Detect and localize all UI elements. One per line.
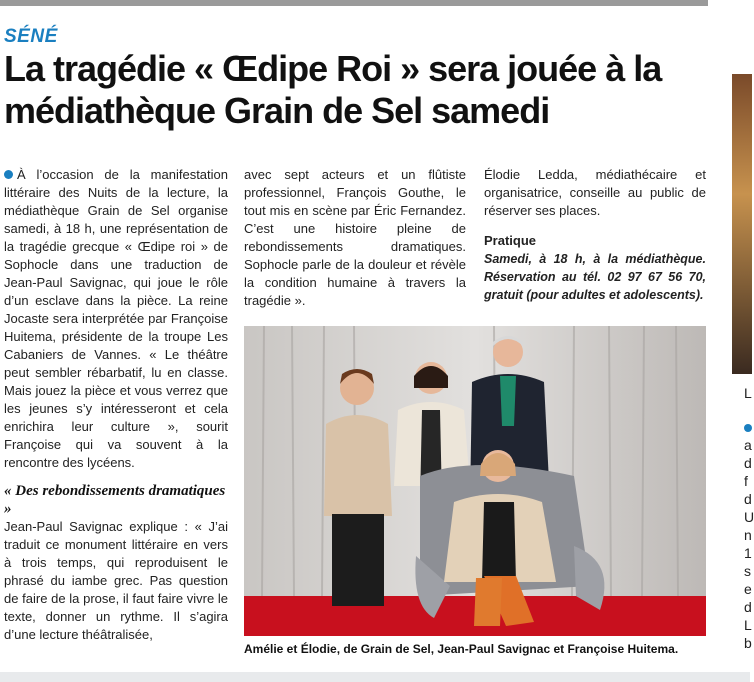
adjacent-letter: s	[744, 563, 751, 579]
adjacent-bullet-icon	[744, 424, 752, 432]
adjacent-letter: L	[744, 385, 752, 401]
adjacent-letter: a	[744, 437, 752, 453]
adjacent-letter: L	[744, 617, 752, 633]
group-photo-illustration	[244, 326, 706, 636]
column-3-text: Élodie Ledda, médiathécaire et organisatrice, conseille au public de réserver ses places.	[484, 167, 706, 218]
adjacent-letter: 1	[744, 545, 752, 561]
bullet-dot-icon	[4, 170, 13, 179]
article-headline: La tragédie « Œdipe Roi » sera jouée à la médiathèque Grain de Sel samedi	[4, 48, 662, 131]
article-column-1	[4, 166, 228, 644]
adjacent-letter: e	[744, 581, 752, 597]
adjacent-photo-edge	[732, 74, 752, 374]
adjacent-letter: b	[744, 635, 752, 651]
article-subheading: « Des rebondissements dramatiques »	[4, 483, 226, 517]
article-photo	[244, 326, 706, 636]
adjacent-article-edge	[720, 0, 754, 682]
article-kicker: SÉNÉ	[4, 26, 58, 47]
column-2-text: avec sept acteurs et un flûtiste professionnel, François Gouthe, le tout mis en scène par Éric Fernandez. C’est une histoire pleine de rebondissements dramatiques. Sophocle parle de la douleur et révèle la condition humaine à travers la tragédie ».	[244, 167, 466, 308]
adjacent-letter: U	[744, 509, 754, 525]
adjacent-letter: d	[744, 455, 752, 471]
photo-caption: Amélie et Élodie, de Grain de Sel, Jean-Paul Savignac et Françoise Huitema.	[244, 642, 679, 656]
adjacent-letter: f	[744, 473, 748, 489]
pratique-heading: Pratique	[484, 233, 537, 248]
column-1-text: À l’occasion de la manifestation littéraire des Nuits de la lecture, la médiathèque Grain de Sel organise samedi, à 18 h, une représentation de la tragédie grecque « Œdipe roi » de Sophocle dans une traduction de Jean-Paul Savignac, qui joue le rôle d’un esclave dans la pièce. La reine Jocaste sera interprétée par Françoise Huitema, présidente de la troupe Les Cabaniers de Vannes. « Le théâtre peut sembler rébarbatif, lu en classe. Mais jouez la pièce et vous verrez que les jeunes s’y intéresseront et cela enrichira leur culture », sourit Françoise qui va souvent à la rencontre des lycéens.	[4, 167, 228, 470]
adjacent-letter: d	[744, 599, 752, 615]
adjacent-letter: n	[744, 527, 752, 543]
article-column-3	[484, 166, 706, 304]
top-rule	[0, 0, 708, 6]
column-1b-text: Jean-Paul Savignac explique : « J’ai traduit ce monument littéraire en vers à trois temps, qui reproduisent le phrasé du iambe grec. Pas question de faire de la prose, il faut faire vivre le texte, donner un rythme. Il s’agira d’une lecture théâtralisée,	[4, 519, 228, 642]
pratique-info: Samedi, à 18 h, à la médiathèque. Réservation au tél. 02 97 67 56 70, gratuit (pour adultes et adolescents).	[484, 252, 706, 302]
adjacent-letter: d	[744, 491, 752, 507]
bottom-rule	[0, 672, 750, 682]
article-column-2	[244, 166, 466, 310]
